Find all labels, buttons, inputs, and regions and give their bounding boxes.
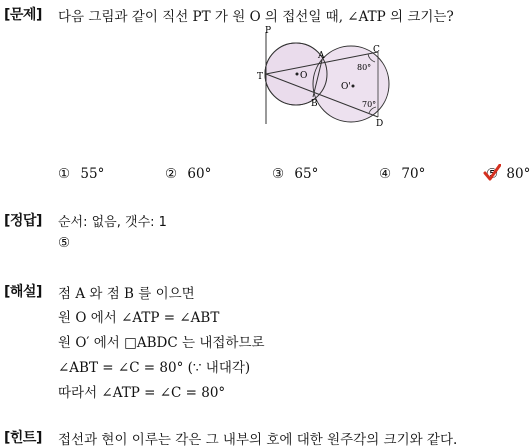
choice-text: 65° [294,166,319,182]
center-o-dot [296,73,299,76]
label-b: B [311,99,318,109]
choice-text: 70° [401,166,426,182]
choice-text: 55° [80,166,105,182]
choice-3[interactable] [272,166,318,182]
choice-mark: ② [165,166,178,182]
choice-mark: ⑤ [486,166,499,182]
answer-label: [정답] [4,213,42,229]
label-d: D [376,119,384,129]
label-c: C [373,45,380,55]
choice-text: 60° [187,166,212,182]
answer-order-count: 순서: 없음, 갯수: 1 [58,215,167,230]
center-o-prime-dot [352,85,355,88]
explanation-line: 따라서 ∠ATP = ∠C = 80° [58,385,226,401]
explanation-line: 원 O 에서 ∠ATP = ∠ABT [58,310,220,326]
label-t: T [257,72,264,82]
choice-mark: ① [58,166,71,182]
choice-text: 80° [506,166,530,182]
choice-2[interactable] [165,166,211,182]
problem-question: 다음 그림과 같이 직선 PT 가 원 O 의 접선일 때, ∠ATP 의 크기는? [58,9,454,25]
choice-5[interactable] [486,166,530,182]
label-angle-d: 70° [362,100,377,109]
label-angle-c: 80° [357,63,372,72]
label-o: O [300,71,308,81]
geometry-figure [0,0,530,160]
choice-mark: ④ [379,166,392,182]
explanation-label: [해설] [4,284,42,300]
answer-choice: ⑤ [58,235,71,251]
explanation-line: 점 A 와 점 B 를 이으면 [58,286,195,302]
choice-1[interactable] [58,166,104,182]
explanation-line: 원 O′ 에서 □ABDC 는 내접하므로 [58,335,265,351]
hint-label: [힌트] [4,430,42,446]
problem-label: [문제] [4,7,42,23]
check-mark-icon [483,164,501,182]
label-a: A [318,51,325,61]
label-p: P [265,26,272,36]
explanation-line: ∠ABT = ∠C = 80° (∵ 내대각) [58,360,251,376]
label-o-prime: O' [341,82,351,92]
choice-mark: ③ [272,166,285,182]
hint-text: 접선과 현이 이루는 각은 그 내부의 호에 대한 원주각의 크기와 같다. [58,432,458,448]
choice-4[interactable] [379,166,425,182]
